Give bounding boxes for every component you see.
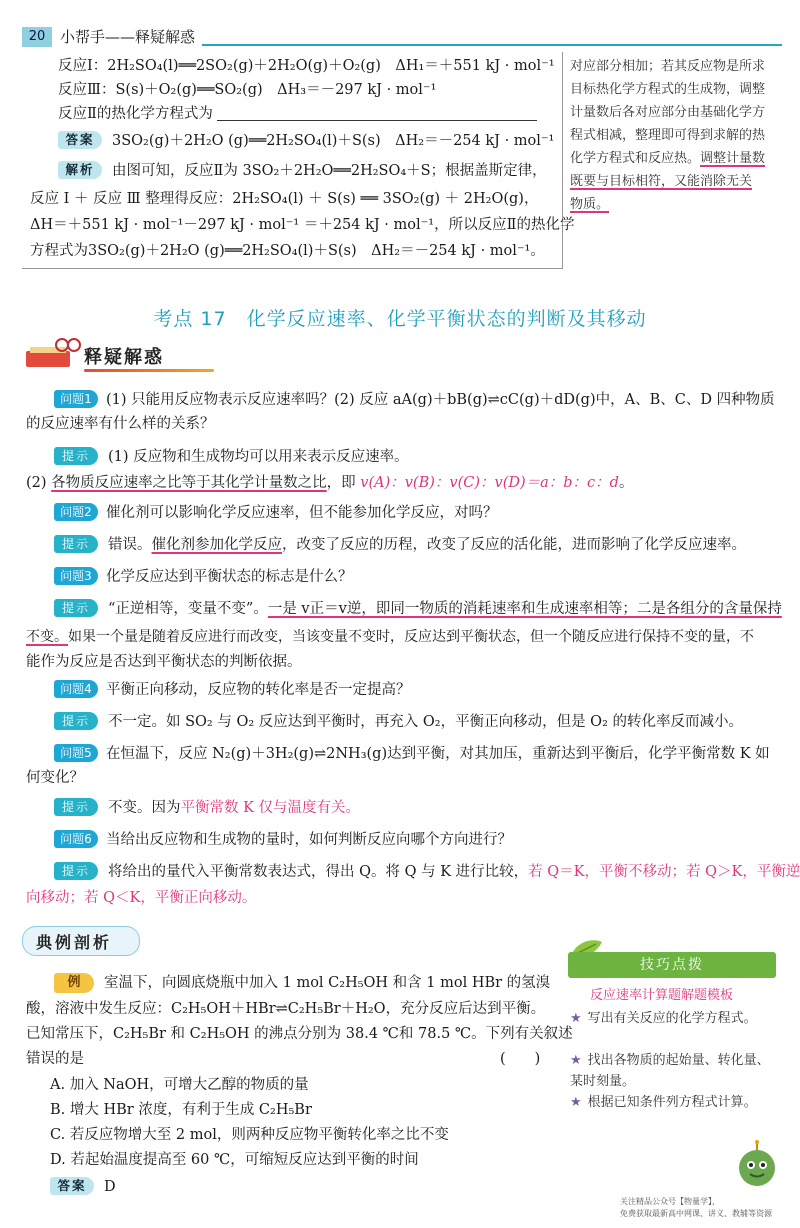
tip-item-3 bbox=[570, 1092, 776, 1113]
q5-line-2: 何变化？ bbox=[26, 770, 84, 786]
t1-line-2 bbox=[26, 472, 633, 494]
q5-badge: 问题5 bbox=[54, 744, 98, 762]
side-note-line-2: 计量数后各对应部分由基础化学方 bbox=[570, 105, 766, 120]
q1-text-1: (1) 只能用反应物表示反应速率吗？(2) 反应 aA(g)＋bB(g)⇌cC(g)＋dD(g)中，A、B、C、D 四种物质 bbox=[106, 392, 775, 408]
t1-text-1: (1) 反应物和生成物均可以用来表示反应速率。 bbox=[108, 449, 409, 465]
t5-badge: 提示 bbox=[54, 798, 98, 816]
example-banner bbox=[22, 926, 142, 956]
example-answer-badge: 答案 bbox=[50, 1177, 94, 1195]
analysis-line-3: ΔH＝＋551 kJ · mol⁻¹－297 kJ · mol⁻¹ ＝＋254 kJ · mol⁻¹，所以反应Ⅱ的热化学 bbox=[30, 217, 575, 233]
t3-underlined-2: 不变。 bbox=[26, 629, 68, 645]
q1-line-2: 的反应速率有什么样的关系？ bbox=[26, 416, 215, 432]
option-c[interactable]: C. 若反应物增大至 2 mol，则两种反应物平衡转化率之比不变 bbox=[50, 1127, 449, 1143]
side-note-text-4: 化学方程式和反应热。 bbox=[570, 151, 701, 166]
side-note-line-4 bbox=[570, 148, 765, 169]
analysis-line-4: 方程式为3SO₂(g)＋2H₂O (g)══2H₂SO₄(l)＋S(s) ΔH₂＝－254 kJ · mol⁻¹。 bbox=[30, 243, 545, 259]
side-note-highlight-2: 物质。 bbox=[570, 197, 610, 212]
example-answer bbox=[50, 1176, 116, 1198]
t1-underlined: 各物质反应速率之比等于其化学计量数之比 bbox=[51, 475, 327, 491]
t2-underlined: 催化剂参加化学反应 bbox=[151, 537, 282, 553]
analysis-text-1: 由图可知，反应Ⅱ为 3SO₂＋2H₂O══2H₂SO₄＋S；根据盖斯定律， bbox=[112, 163, 547, 179]
q3-badge: 问题3 bbox=[54, 567, 98, 585]
tips-panel bbox=[562, 936, 782, 1146]
t1-pre: (2) bbox=[26, 475, 52, 491]
answer-blank-line bbox=[217, 120, 537, 121]
t1-end: 。 bbox=[618, 475, 634, 491]
t2-line bbox=[54, 534, 746, 556]
q5-text-1: 在恒温下，反应 N₂(g)＋3H₂(g)⇌2NH₃(g)达到平衡，对其加压，重新达到平衡后，化学平衡常数 K 如 bbox=[106, 746, 770, 762]
reaction-1: 反应Ⅰ：2H₂SO₄(l)══2SO₂(g)＋2H₂O(g)＋O₂(g) ΔH₁＝＋551 kJ · mol⁻¹ bbox=[58, 58, 555, 74]
q2-text: 催化剂可以影响化学反应速率，但不能参加化学反应，对吗？ bbox=[106, 505, 498, 521]
section-title: 考点 17 化学反应速率、化学平衡状态的判断及其移动 bbox=[153, 308, 647, 330]
t6-highlight-1: 若 Q＝K，平衡不移动；若 Q＞K，平衡逆 bbox=[528, 864, 800, 880]
header-rule bbox=[202, 44, 782, 46]
t5-pre: 不变。因为 bbox=[108, 800, 181, 816]
t2-post: ，改变了反应的历程，改变了反应的活化能，进而影响了化学反应速率。 bbox=[282, 537, 746, 553]
t5-highlight: 平衡常数 K 仅与温度有关。 bbox=[180, 800, 361, 816]
t1-post: ，即 bbox=[326, 475, 361, 491]
footer-line-1: 关注精品公众号【物量学】， bbox=[620, 1197, 720, 1206]
q2-line bbox=[54, 502, 498, 524]
example-banner-text: 典例剖析 bbox=[36, 933, 113, 952]
example-blank: ( ) bbox=[500, 1051, 541, 1067]
q1-line-1 bbox=[54, 389, 775, 411]
option-a[interactable]: A. 加入 NaOH，可增大乙醇的物质的量 bbox=[50, 1077, 309, 1093]
t3-line-1 bbox=[54, 598, 782, 620]
side-note-highlight-0: 调整计量数 bbox=[700, 151, 766, 166]
q3-text: 化学反应达到平衡状态的标志是什么？ bbox=[106, 569, 353, 585]
tip-item-1 bbox=[570, 1008, 776, 1029]
analysis-badge: 解析 bbox=[58, 161, 102, 179]
top-answer bbox=[58, 130, 554, 152]
footer-line-2: 免费获取最新高中网课、讲义、教辅等资源 bbox=[620, 1209, 772, 1218]
tip-item-3-text: 根据已知条件列方程式计算。 bbox=[587, 1095, 757, 1110]
header-title: 小帮手——释疑解惑 bbox=[60, 28, 196, 46]
example-line-3: 已知常压下，C₂H₅Br 和 C₂H₅OH 的沸点分别为 38.4 ℃和 78.5 ℃。下列有关叙述 bbox=[26, 1026, 573, 1042]
analysis-line-1 bbox=[58, 160, 547, 182]
t1-line-1 bbox=[54, 446, 409, 468]
example-text-1: 室温下，向圆底烧瓶中加入 1 mol C₂H₅OH 和含 1 mol HBr 的氢溴 bbox=[104, 975, 551, 991]
mascot-icon bbox=[732, 1140, 782, 1190]
t3-underlined-1: 一是 v正＝v逆，即同一物质的消耗速率和生成速率相等；二是各组分的含量保持 bbox=[267, 601, 782, 617]
q6-line bbox=[54, 829, 512, 851]
reaction-2-prompt bbox=[58, 103, 537, 125]
t4-text: 不一定。如 SO₂ 与 O₂ 反应达到平衡时，再充入 O₂，平衡正向移动，但是 O₂ 的转化率反而减小。 bbox=[108, 714, 743, 730]
tips-title: 反应速率计算题解题模板 bbox=[590, 988, 734, 1003]
star-icon: ★ bbox=[570, 1053, 582, 1068]
t3-badge: 提示 bbox=[54, 599, 98, 617]
example-line-2: 酸，溶液中发生反应：C₂H₅OH＋HBr⇌C₂H₅Br＋H₂O，充分反应后达到平衡。 bbox=[26, 1001, 546, 1017]
header-bar bbox=[22, 27, 782, 47]
answer-badge: 答案 bbox=[58, 131, 102, 149]
answer-text: 3SO₂(g)＋2H₂O (g)══2H₂SO₄(l)＋S(s) ΔH₂＝－254 kJ · mol⁻¹ bbox=[112, 133, 555, 149]
reaction-3: 反应Ⅲ：S(s)＋O₂(g)══SO₂(g) ΔH₃＝－297 kJ · mol⁻¹ bbox=[58, 82, 437, 98]
q3-line bbox=[54, 566, 353, 588]
tip-item-2-text: 找出各物质的起始量、转化量、某时刻量。 bbox=[570, 1053, 770, 1089]
side-note-line-0: 对应部分相加；若其反应物是所求 bbox=[570, 59, 766, 74]
option-b[interactable]: B. 增大 HBr 浓度，有利于生成 C₂H₅Br bbox=[50, 1102, 312, 1118]
t3-line-2 bbox=[26, 626, 754, 648]
star-icon: ★ bbox=[570, 1095, 582, 1110]
star-icon: ★ bbox=[570, 1011, 582, 1026]
book-glasses-icon bbox=[22, 337, 82, 371]
page-number: 20 bbox=[22, 27, 52, 47]
q4-line bbox=[54, 679, 411, 701]
q4-text: 平衡正向移动，反应物的转化率是否一定提高？ bbox=[106, 682, 411, 698]
tip-item-2 bbox=[570, 1050, 776, 1092]
t4-line bbox=[54, 711, 743, 733]
sub-banner-text: 释疑解惑 bbox=[84, 347, 164, 368]
t2-pre: 错误。 bbox=[108, 537, 152, 553]
t6-pre: 将给出的量代入平衡常数表达式，得出 Q。将 Q 与 K 进行比较， bbox=[108, 864, 529, 880]
t3-post: 如果一个量是随着反应进行而改变，当该变量不变时，反应达到平衡状态，但一个随反应进行保持不变的量，不 bbox=[68, 629, 754, 645]
q4-badge: 问题4 bbox=[54, 680, 98, 698]
example-line-1 bbox=[54, 972, 550, 994]
t4-badge: 提示 bbox=[54, 712, 98, 730]
q1-badge: 问题1 bbox=[54, 390, 98, 408]
tip-item-1-text: 写出有关反应的化学方程式。 bbox=[587, 1011, 757, 1026]
example-badge: 例 bbox=[54, 973, 94, 993]
t1-badge: 提示 bbox=[54, 447, 98, 465]
example-answer-text: D bbox=[104, 1179, 116, 1195]
t3-line-3: 能作为反应是否达到平衡状态的判断依据。 bbox=[26, 654, 302, 670]
q5-line-1 bbox=[54, 743, 770, 765]
t2-badge: 提示 bbox=[54, 535, 98, 553]
side-note-line-1: 目标热化学方程式的生成物，调整 bbox=[570, 82, 766, 97]
t6-badge: 提示 bbox=[54, 862, 98, 880]
example-line-4: 错误的是 bbox=[26, 1051, 84, 1067]
q6-text: 当给出反应物和生成物的量时，如何判断反应向哪个方向进行？ bbox=[106, 832, 512, 848]
option-d[interactable]: D. 若起始温度提高至 60 ℃，可缩短反应达到平衡的时间 bbox=[50, 1152, 419, 1168]
sub-banner bbox=[22, 337, 782, 373]
analysis-line-2: 反应 Ⅰ ＋ 反应 Ⅲ 整理得反应：2H₂SO₄(l) ＋ S(s) ══ 3SO₂(g) ＋ 2H₂O(g)， bbox=[30, 191, 539, 207]
t5-line bbox=[54, 797, 360, 819]
q6-badge: 问题6 bbox=[54, 830, 98, 848]
side-note-highlight-1: 既要与目标相符，又能消除无关 bbox=[570, 174, 753, 189]
t6-line-1 bbox=[54, 861, 800, 883]
t3-pre: “正逆相等，变量不变”。 bbox=[108, 601, 268, 617]
q2-badge: 问题2 bbox=[54, 503, 98, 521]
tips-banner: 技巧点拨 bbox=[568, 952, 776, 978]
sub-banner-rule bbox=[84, 369, 214, 372]
side-note-line-3: 程式相减，整理即可得到求解的热 bbox=[570, 128, 766, 143]
prompt-text: 反应Ⅱ的热化学方程式为 bbox=[58, 106, 213, 122]
t6-line-2: 向移动；若 Q＜K，平衡正向移动。 bbox=[26, 890, 257, 906]
t1-formula: v(A)：v(B)：v(C)：v(D)＝a：b：c：d bbox=[360, 475, 619, 491]
